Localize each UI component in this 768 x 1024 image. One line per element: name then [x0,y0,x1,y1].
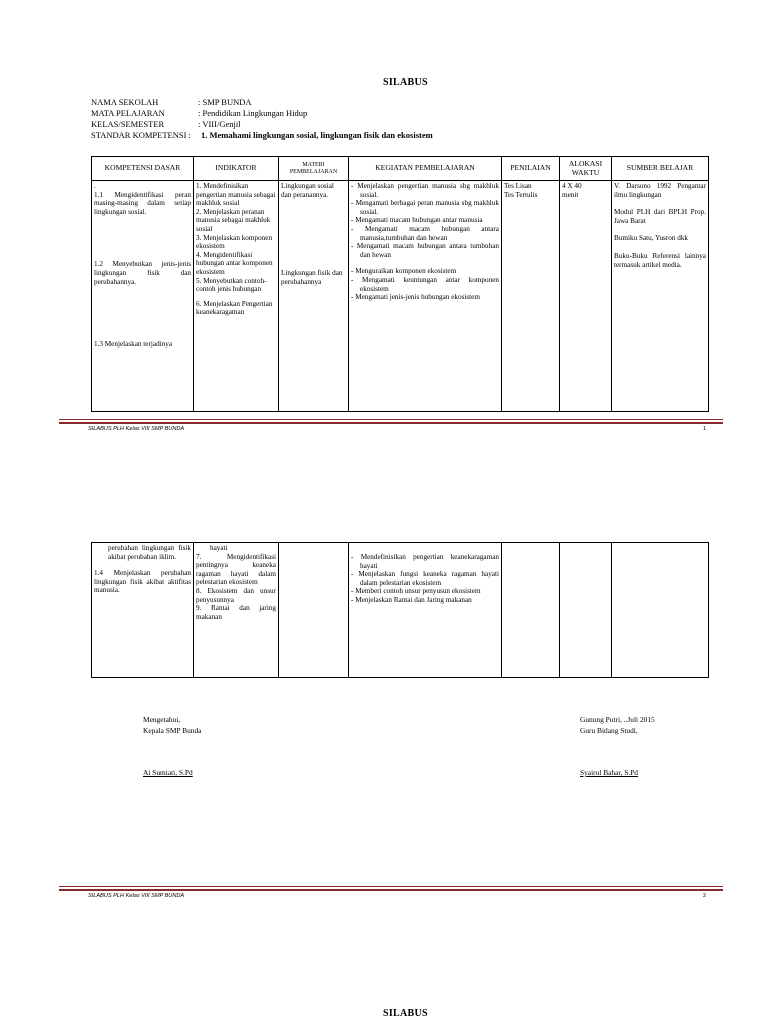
page-title: SILABUS [383,77,428,88]
sumber-item: V. Darsono 1992 Pengantar ilmu lingkungan [614,182,706,199]
kd-item: perubahan lingkungan fisik akibat perubahan iklim. [108,544,191,561]
signatory-name: Syairul Bahar, S.Pd [580,768,639,777]
kd-cell [92,543,194,678]
kd-item: 1.2 Menyebutkan jenis-jenis lingkungan fisik dan perubahannya. [94,260,191,286]
alokasi-cell [560,543,612,678]
info-value: : Pendidikan Lingkungan Hidup [198,108,308,118]
indikator-cell [194,181,279,412]
footer-rule [59,886,723,887]
page-title: SILABUS [383,1008,428,1019]
indikator-item: 6. Menjelaskan Pengertian keanekaragaman [196,299,273,317]
school-info [91,97,611,141]
kegiatan-item: - Menjelaskan fungsi keaneka ragaman hayati dalam pelestarian ekosistem [351,570,499,587]
penilaian-item: Tes Lisan [504,182,532,190]
indikator-item: 5. Menyebutkan contoh-contoh jenis hubungan [196,276,267,294]
syllabus-table [91,156,709,412]
sumber-item: Buku-Buku Referensi lainnya termasuk artikel media. [614,251,706,269]
header-indikator: INDIKATOR [194,157,279,181]
info-value: : SMP BUNDA [198,97,252,107]
alokasi-cell [560,181,612,412]
info-label: MATA PELAJARAN [91,108,165,118]
kegiatan-cell [349,543,502,678]
indikator-item: 4. Mengidentifikasi hubungan antar komponen ekosistem [196,250,273,276]
kegiatan-item: - Mengamati keuntungan antar komponen ekosistem [351,275,499,293]
sumber-cell [612,181,709,412]
header-sumber: SUMBER BELAJAR [612,157,709,181]
indikator-item: 7. Mengidentifikasi pentingnya keaneka ragaman hayati dalam pelestarian ekosistem [196,552,276,587]
kd-item: 1.4 Menjelaskan perubahan lingkungan fisik akibat aktifitas manusia. [94,569,191,595]
sig-line: Guru Bidang Studi, [580,726,638,735]
kd-item: 1.1 Mengidentifikasi peran masing-masing dalam setiap lingkungan sosial. [94,190,191,216]
indikator-item: 1. Mendefinisikan pengertian manusia sebagai makhluk sosial [196,182,276,208]
penilaian-item: Tes Tertulis [504,190,538,199]
syllabus-table-continued [91,542,709,678]
sig-line: Kepala SMP Bunda [143,726,202,735]
header-materi: MATERI PEMBELAJARAN [279,157,349,181]
indikator-item: 8. Ekosistem dan unsur penyusunnya [196,586,276,604]
kegiatan-item: - Mengamati jenis-jenis hubungan ekosistem [351,293,480,302]
indikator-cell [194,543,279,678]
materi-cell [279,181,349,412]
info-value: : VIII/Genjil [198,119,241,129]
sumber-item: Bumiku Satu, Yusron dkk [614,234,689,243]
materi-cell [279,543,349,678]
sumber-item: Modul PLH dari BPLH Prop. Jawa Barat [614,208,706,225]
kd-item: . [94,182,96,190]
materi-item: Lingkungan sosial dan peranannya. [281,182,334,199]
kegiatan-item: - Mengamati macam hubungan antara tumbuhan dan hewan [351,242,499,259]
header-kegiatan: KEGIATAN PEMBELAJARAN [349,157,502,181]
footer-rule [59,889,723,891]
footer-rule [59,419,723,420]
alokasi-item: 4 X 40 [562,182,582,190]
info-label: NAMA SEKOLAH [91,97,159,107]
indikator-item: 2. Menjelaskan peranan manusia sebagai makhluk sosial [196,207,271,233]
penilaian-cell [502,543,560,678]
indikator-item: 9. Rantai dan jaring makanan [196,604,276,621]
kd-cell [92,181,194,412]
kd-item: 1.3 Menjelaskan terjadinya [94,340,173,349]
kegiatan-item: - Menjelaskan Rantai dan Jaring makanan [351,595,472,604]
header-kompetensi: KOMPETENSI DASAR [92,157,194,181]
footer-rule [59,422,723,424]
kegiatan-item: - Mendefinisikan pengertian keanekaragaman hayati [351,553,499,570]
sig-line: Mengetahui, [143,715,181,724]
header-alokasi: ALOKASI WAKTU [560,157,612,181]
penilaian-cell [502,181,560,412]
indikator-item: hayati [210,544,228,552]
kegiatan-item: - Menguraikan komponen ekosistem [351,267,457,276]
page-number: 1 [703,426,707,432]
indikator-item: 3. Menjelaskan komponen ekosistem [196,233,273,251]
signature-right [580,714,740,778]
info-value: 1. Memahami lingkungan sosial, lingkungan fisik dan ekosistem [201,130,433,140]
alokasi-item: menit [562,190,579,199]
info-label: KELAS/SEMESTER [91,119,165,129]
header-penilaian: PENILAIAN [502,157,560,181]
signature-left [143,714,343,778]
page-number: 2 [703,893,707,899]
kegiatan-item: - Mengamati macam hubungan antar manusia [351,216,483,225]
info-label: STANDAR KOMPETENSI : [91,130,191,140]
footer-left: SILABUS PLH Kelas VIII SMP BUNDA [88,426,185,432]
kegiatan-item: - Mengamati berbagai peran manusia sbg makhluk sosial. [351,199,499,216]
kegiatan-item: - Menjelaskan pengertian manusia sbg makhluk sosial. [351,182,499,199]
kegiatan-item: - Memberi contoh unsur penyusun ekosistem [351,587,481,596]
sig-line: Gunung Putri, ..Juli 2015 [580,715,655,724]
footer-left: SILABUS PLH Kelas VIII SMP BUNDA [88,893,185,899]
materi-item: Lingkungan fisik dan perubahannya [281,269,343,286]
signatory-name: Ai Sumiati, S.Pd [143,768,193,777]
kegiatan-cell [349,181,502,412]
kegiatan-item: - Mengamati macam hubungan antara manusia,tumbuhan dan hewan [351,224,499,242]
sumber-cell [612,543,709,678]
